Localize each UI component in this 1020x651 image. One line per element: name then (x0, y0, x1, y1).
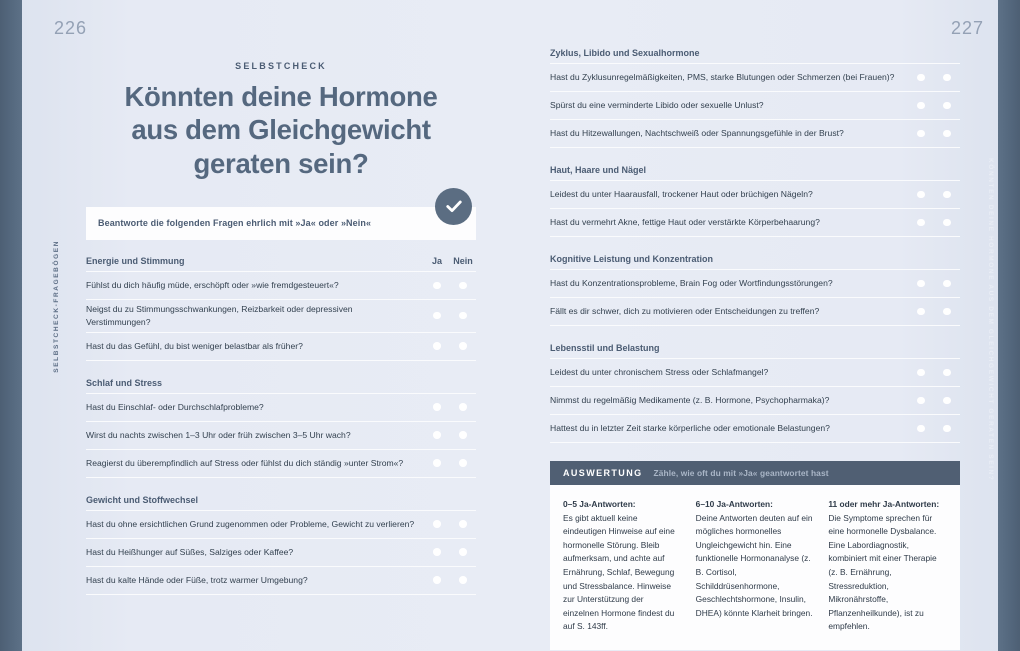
page-title-line: Könnten deine Hormone (124, 81, 438, 112)
answer-dot-no[interactable] (934, 219, 960, 227)
answer-options (424, 548, 476, 556)
page-title-line: aus dem Gleichgewicht (131, 114, 431, 146)
answer-dot-no[interactable] (934, 102, 960, 110)
question-block-header (86, 256, 476, 271)
answer-options (424, 282, 476, 290)
question-text: Hast du kalte Hände oder Füße, trotz warmer Umgebung? (86, 574, 308, 585)
answer-dot-yes[interactable] (908, 280, 934, 288)
question-block (86, 495, 476, 595)
auswertung-column (696, 498, 815, 634)
radio-circle-icon (459, 548, 467, 556)
radio-circle-icon (433, 312, 441, 320)
auswertung-card (550, 461, 960, 650)
answer-options (424, 342, 476, 350)
radio-circle-icon (943, 102, 951, 110)
answer-dot-yes[interactable] (424, 312, 450, 320)
answer-options (908, 191, 960, 199)
answer-dot-no[interactable] (450, 548, 476, 556)
answer-dot-no[interactable] (450, 342, 476, 350)
question-text: Hattest du in letzter Zeit starke körperliche oder emotionale Belastungen? (550, 423, 830, 434)
auswertung-column (828, 498, 947, 634)
question-row (86, 299, 476, 332)
answer-dot-no[interactable] (450, 520, 476, 528)
question-row (550, 91, 960, 119)
question-row (550, 119, 960, 148)
answer-dot-no[interactable] (934, 308, 960, 316)
answer-dot-yes[interactable] (908, 369, 934, 377)
question-row (550, 180, 960, 208)
question-block-title: Zyklus, Libido und Sexualhormone (550, 48, 700, 58)
answer-dot-no[interactable] (450, 576, 476, 584)
answer-dot-no[interactable] (934, 425, 960, 433)
question-block (86, 256, 476, 361)
answer-dot-yes[interactable] (908, 308, 934, 316)
radio-circle-icon (943, 308, 951, 316)
page-number-right: 227 (950, 18, 984, 38)
question-row (550, 386, 960, 414)
question-block-title: Gewicht und Stoffwechsel (86, 494, 199, 505)
answer-dot-yes[interactable] (908, 425, 934, 433)
answer-options (908, 102, 960, 110)
question-text: Hast du Heißhunger auf Süßes, Salziges oder Kaffee? (86, 546, 294, 557)
answer-dot-no[interactable] (450, 431, 476, 439)
question-block-title: Lebensstil und Belastung (550, 343, 660, 353)
auswertung-subtitle: Zähle, wie oft du mit »Ja« geantwortet hast (653, 468, 829, 478)
question-row (86, 393, 476, 421)
answer-dot-no[interactable] (934, 280, 960, 288)
answer-dot-yes[interactable] (908, 397, 934, 405)
answer-dot-no[interactable] (450, 459, 476, 467)
question-text: Fühlst du dich häufig müde, erschöpft oder »wie fremdgesteuert«? (86, 279, 339, 290)
radio-circle-icon (459, 312, 467, 320)
question-text: Hast du Konzentrationsprobleme, Brain Fog oder Wortfindungsstörungen? (550, 278, 833, 289)
question-block-header (550, 343, 960, 358)
answer-column-headers (424, 256, 476, 266)
radio-circle-icon (433, 576, 441, 584)
radio-circle-icon (917, 425, 925, 433)
question-block-header (550, 165, 960, 180)
question-block-title: Kognitive Leistung und Konzentration (550, 254, 713, 264)
auswertung-column-label: 6–10 Ja-Antworten: (695, 499, 773, 509)
question-row (86, 538, 476, 566)
radio-circle-icon (917, 102, 925, 110)
answer-options (908, 369, 960, 377)
question-block-header (550, 254, 960, 269)
question-text: Nimmst du regelmäßig Medikamente (z. B. Hormone, Psychopharmaka)? (550, 395, 830, 406)
question-text: Reagierst du überempfindlich auf Stress oder fühlst du dich ständig »unter Strom«? (86, 457, 404, 468)
answer-options (908, 74, 960, 82)
radio-circle-icon (459, 431, 467, 439)
question-text: Spürst du eine verminderte Libido oder sexuelle Unlust? (550, 100, 764, 111)
page-number-left: 226 (54, 18, 88, 38)
answer-dot-yes[interactable] (424, 520, 450, 528)
radio-circle-icon (917, 308, 925, 316)
auswertung-title: AUSWERTUNG (563, 468, 643, 478)
page-area (22, 0, 998, 651)
check-icon (435, 188, 472, 225)
radio-circle-icon (433, 548, 441, 556)
question-block-header (86, 495, 476, 510)
answer-dot-yes[interactable] (908, 102, 934, 110)
left-page (22, 0, 532, 651)
radio-circle-icon (943, 369, 951, 377)
answer-options (424, 431, 476, 439)
radio-circle-icon (917, 191, 925, 199)
instruction-card (86, 207, 476, 240)
instruction-bar (86, 207, 476, 240)
auswertung-column-text: Deine Antworten deuten auf ein mögliches hormonelles Ungleichgewicht hin. Eine funktionelle Hormonanalyse (z. B. Cortisol, Schilddrüsenhormone, Geschlechtshormone, Insulin, DHEA) könnte Klarheit bringen. (695, 512, 813, 618)
radio-circle-icon (459, 459, 467, 467)
answer-dot-yes[interactable] (424, 403, 450, 411)
answer-dot-yes[interactable] (424, 342, 450, 350)
answer-options (424, 459, 476, 467)
page-title (86, 80, 476, 180)
question-text: Hast du Zyklusunregelmäßigkeiten, PMS, starke Blutungen oder Schmerzen (bei Frauen)? (550, 72, 895, 83)
auswertung-columns (550, 485, 960, 650)
question-row (550, 414, 960, 443)
radio-circle-icon (917, 130, 925, 138)
answer-options (908, 219, 960, 227)
question-text: Wirst du nachts zwischen 1–3 Uhr oder früh zwischen 3–5 Uhr wach? (86, 429, 351, 440)
answer-dot-yes[interactable] (424, 431, 450, 439)
answer-dot-yes[interactable] (908, 219, 934, 227)
question-row (86, 332, 476, 361)
radio-circle-icon (917, 397, 925, 405)
answer-dot-no[interactable] (450, 312, 476, 320)
question-block (86, 378, 476, 478)
question-block (550, 254, 960, 326)
answer-dot-no[interactable] (934, 130, 960, 138)
column-header-no: Nein (453, 255, 473, 266)
question-row (550, 208, 960, 237)
radio-circle-icon (943, 191, 951, 199)
question-block-title: Energie und Stimmung (86, 255, 185, 266)
question-block (550, 165, 960, 237)
auswertung-column-text: Es gibt aktuell keine eindeutigen Hinweise auf eine hormonelle Störung. Bleib aufmerksam, und achte auf Ernährung, Schlaf, Bewegung und Stressbalance. Hinweise zur Unterstützung der einzelnen Hormone findest du auf S. 143ff. (563, 512, 675, 632)
radio-circle-icon (917, 280, 925, 288)
question-row (86, 421, 476, 449)
radio-circle-icon (433, 431, 441, 439)
question-row (550, 269, 960, 297)
auswertung-column (563, 498, 682, 634)
answer-dot-yes[interactable] (424, 576, 450, 584)
question-row (550, 358, 960, 386)
radio-circle-icon (943, 130, 951, 138)
left-question-blocks (86, 256, 476, 595)
question-text: Fällt es dir schwer, dich zu motivieren oder Entscheidungen zu treffen? (550, 306, 820, 317)
question-row (550, 297, 960, 326)
question-block-title: Haut, Haare und Nägel (550, 165, 647, 175)
radio-circle-icon (943, 397, 951, 405)
answer-dot-yes[interactable] (424, 459, 450, 467)
answer-options (908, 130, 960, 138)
radio-circle-icon (943, 425, 951, 433)
radio-circle-icon (459, 342, 467, 350)
question-row (86, 566, 476, 595)
answer-options (424, 576, 476, 584)
answer-dot-yes[interactable] (908, 74, 934, 82)
answer-dot-no[interactable] (450, 403, 476, 411)
answer-options (424, 520, 476, 528)
question-text: Hast du Einschlaf- oder Durchschlafprobleme? (86, 401, 264, 412)
answer-dot-yes[interactable] (424, 282, 450, 290)
left-edge-bar (0, 0, 22, 651)
radio-circle-icon (433, 459, 441, 467)
radio-circle-icon (459, 520, 467, 528)
radio-circle-icon (943, 219, 951, 227)
question-block-title: Schlaf und Stress (86, 377, 163, 388)
radio-circle-icon (943, 74, 951, 82)
question-text: Neigst du zu Stimmungsschwankungen, Reizbarkeit oder depressiven Verstimmungen? (86, 303, 353, 327)
answer-dot-no[interactable] (934, 74, 960, 82)
radio-circle-icon (917, 369, 925, 377)
running-head-right: KÖNNTEN DEINE HORMONE AUS DEM GLEICHGEWICHT GERATEN SEIN? (987, 158, 994, 482)
question-row (550, 63, 960, 91)
question-block-header (550, 48, 960, 63)
auswertung-header (550, 461, 960, 485)
answer-options (908, 280, 960, 288)
question-text: Leidest du unter Haarausfall, trockener Haut oder brüchigen Nägeln? (550, 189, 813, 200)
question-row (86, 510, 476, 538)
question-text: Hast du das Gefühl, du bist weniger belastbar als früher? (86, 340, 303, 351)
question-text: Hast du ohne ersichtlichen Grund zugenommen oder Probleme, Gewicht zu verlieren? (86, 518, 415, 529)
right-page (532, 0, 998, 651)
answer-dot-yes[interactable] (908, 191, 934, 199)
radio-circle-icon (459, 282, 467, 290)
radio-circle-icon (433, 403, 441, 411)
radio-circle-icon (459, 576, 467, 584)
running-head-left: SELBSTCHECK-FRAGEBÖGEN (53, 240, 60, 373)
radio-circle-icon (917, 219, 925, 227)
question-text: Leidest du unter chronischem Stress oder Schlafmangel? (550, 367, 769, 378)
right-page-content (550, 48, 960, 650)
kicker-selbstcheck: SELBSTCHECK (235, 61, 327, 71)
question-block (550, 343, 960, 443)
radio-circle-icon (433, 342, 441, 350)
radio-circle-icon (943, 280, 951, 288)
radio-circle-icon (433, 282, 441, 290)
right-question-blocks (550, 48, 960, 443)
question-block (550, 48, 960, 148)
answer-dot-no[interactable] (450, 282, 476, 290)
answer-dot-no[interactable] (934, 191, 960, 199)
question-row (86, 271, 476, 299)
radio-circle-icon (459, 403, 467, 411)
question-block-header (86, 378, 476, 393)
auswertung-column-label: 11 oder mehr Ja-Antworten: (828, 499, 940, 509)
instruction-text: Beantworte die folgenden Fragen ehrlich mit »Ja« oder »Nein« (98, 218, 372, 229)
answer-dot-yes[interactable] (424, 548, 450, 556)
answer-options (908, 397, 960, 405)
auswertung-column-label: 0–5 Ja-Antworten: (563, 499, 636, 509)
answer-dot-yes[interactable] (908, 130, 934, 138)
page-title-line: geraten sein? (193, 147, 369, 179)
question-text: Hast du Hitzewallungen, Nachtschweiß oder Spannungsgefühle in der Brust? (550, 128, 844, 139)
answer-dot-no[interactable] (934, 397, 960, 405)
answer-options (424, 312, 476, 320)
auswertung-column-text: Die Symptome sprechen für eine hormonelle Dysbalance. Eine Labordiagnostik, kombiniert mit einer Therapie (z. B. Ernährung, Stressreduktion, Mikronährstoffe, Pflanzenheilkunde), ist zu empfehlen. (828, 512, 937, 632)
right-edge-bar (998, 0, 1020, 651)
question-text: Hast du vermehrt Akne, fettige Haut oder verstärkte Körperbehaarung? (550, 217, 820, 228)
left-page-content (86, 0, 476, 595)
answer-options (908, 425, 960, 433)
radio-circle-icon (433, 520, 441, 528)
radio-circle-icon (917, 74, 925, 82)
question-row (86, 449, 476, 478)
column-header-yes: Ja (431, 255, 442, 266)
answer-dot-no[interactable] (934, 369, 960, 377)
answer-options (424, 403, 476, 411)
answer-options (908, 308, 960, 316)
